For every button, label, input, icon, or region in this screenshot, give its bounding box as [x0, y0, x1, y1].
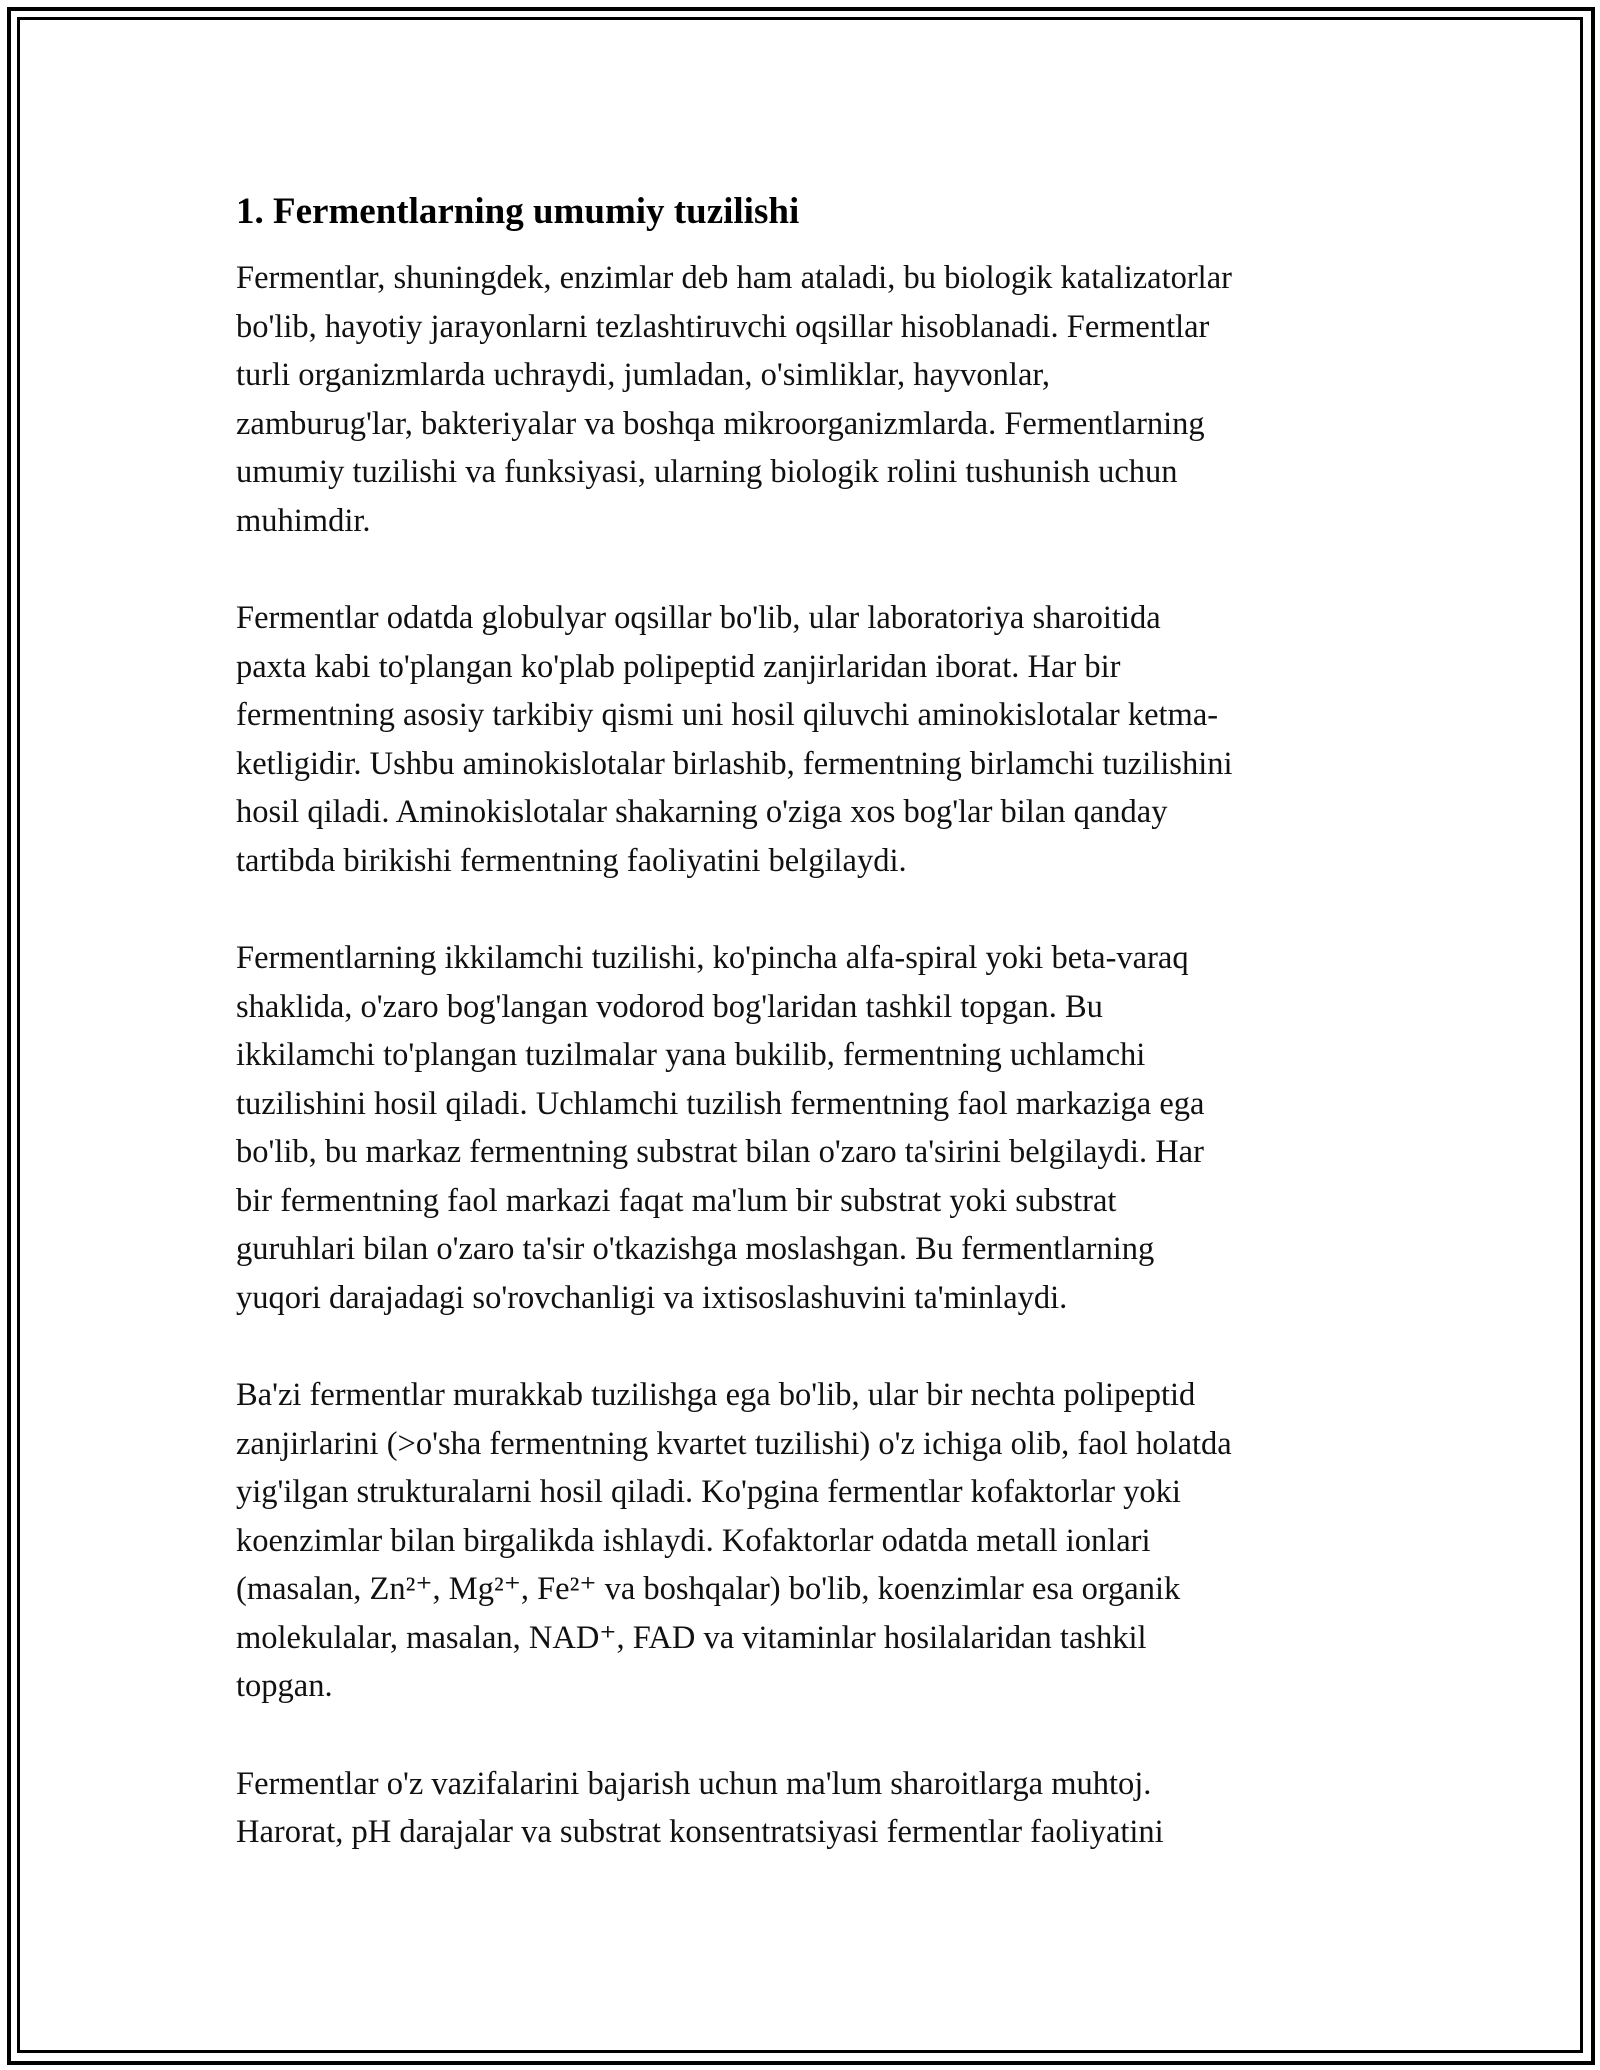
- paragraph-2: Fermentlar odatda globulyar oqsillar bo'lib, ular laboratoriya sharoitida paxta kabi to'plangan ko'plab polipeptid zanjirlaridan iborat. Har bir fermentning asosiy tarkibiy qismi uni hosil qiluvchi aminokislotalar ketma- ketligidir. Ushbu aminokislotalar birlashib, fermentning birlamchi tuzilishini hosil qiladi. Aminokislotalar shakarning o'ziga xos bog'lar bilan qanday tartibda birikishi fermentning faoliyatini belgilaydi.: [236, 600, 1233, 879]
- paragraph-3: Fermentlarning ikkilamchi tuzilishi, ko'pincha alfa-spiral yoki beta-varaq shaklida, o'zaro bog'langan vodorod bog'laridan tashkil topgan. Bu ikkilamchi to'plangan tuzilmalar yana bukilib, fermentning uchlamchi tuzilishini hosil qiladi. Uchlamchi tuzilish fermentning faol markaziga ega bo'lib, bu markaz fermentning substrat bilan o'zaro ta'sirini belgilaydi. Har bir fermentning faol markazi faqat ma'lum bir substrat yoki substrat guruhlari bilan o'zaro ta'sir o'tkazishga moslashgan. Bu fermentlarning yuqori darajadagi so'rovchanligi va ixtisoslashuvini ta'minlaydi.: [236, 940, 1205, 1316]
- paragraph-4: Ba'zi fermentlar murakkab tuzilishga ega bo'lib, ular bir nechta polipeptid zanjirlarini (>o'sha fermentning kvartet tuzilishi) o'z ichiga olib, faol holatda yig'ilgan strukturalarni hosil qiladi. Ko'pgina fermentlar kofaktorlar yoki koenzimlar bilan birgalikda ishlaydi. Kofaktorlar odatda metall ionlari (masalan, Zn²⁺, Mg²⁺, Fe²⁺ va boshqalar) bo'lib, koenzimlar esa organik molekulalar, masalan, NAD⁺, FAD va vitaminlar hosilalaridan tashkil topgan.: [236, 1377, 1232, 1704]
- section-heading: 1. Fermentlarning umumiy tuzilishi: [236, 191, 800, 232]
- document-body: [236, 182, 1376, 1906]
- paragraph-5: Fermentlar o'z vazifalarini bajarish uchun ma'lum sharoitlarga muhtoj. Harorat, pH darajalar va substrat konsentratsiyasi fermentlar faoliyatini: [236, 1765, 1164, 1850]
- paragraph-1: Fermentlar, shuningdek, enzimlar deb ham ataladi, bu biologik katalizatorlar bo'lib, hayotiy jarayonlarni tezlashtiruvchi oqsillar hisoblanadi. Fermentlar turli organizmlarda uchraydi, jumladan, o'simliklar, hayvonlar, zamburug'lar, bakteriyalar va boshqa mikroorganizmlarda. Fermentlarning umumiy tuzilishi va funksiyasi, ularning biologik rolini tushunish uchun muhimdir.: [236, 260, 1232, 539]
